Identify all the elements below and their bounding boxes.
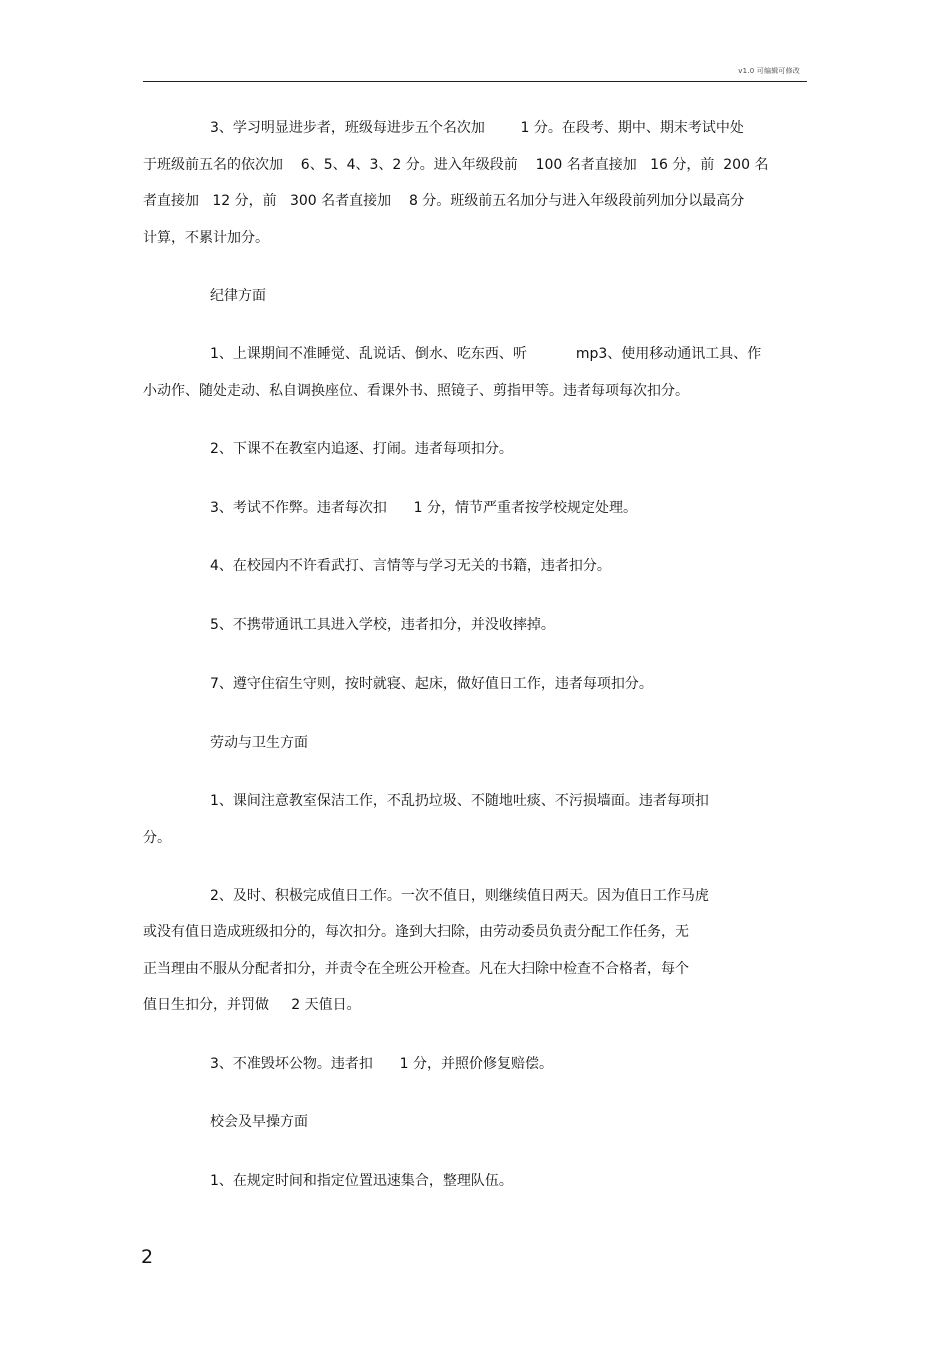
header-rule bbox=[143, 81, 807, 82]
paragraph-line: 2、下课不在教室内追逐、打闹。违者每项扣分。 bbox=[210, 441, 513, 457]
paragraph-line: 4、在校园内不许看武打、言情等与学习无关的书籍，违者扣分。 bbox=[210, 558, 611, 574]
paragraph-line: 值日生扣分，并罚做 2 天值日。 bbox=[143, 997, 361, 1013]
section-heading-discipline: 纪律方面 bbox=[210, 288, 266, 304]
section-heading-assembly: 校会及早操方面 bbox=[210, 1114, 308, 1130]
paragraph-line: 小动作、随处走动、私自调换座位、看课外书、照镜子、剪指甲等。违者每项每次扣分。 bbox=[143, 383, 689, 399]
paragraph-line: 分。 bbox=[143, 830, 171, 846]
paragraph-line: 正当理由不服从分配者扣分，并责令在全班公开检查。凡在大扫除中检查不合格者，每个 bbox=[143, 961, 689, 977]
section-heading-labor: 劳动与卫生方面 bbox=[210, 735, 308, 751]
header-note: v1.0 可编辑可修改 bbox=[738, 67, 800, 75]
paragraph-line: 或没有值日造成班级扣分的，每次扣分。逢到大扫除，由劳动委员负责分配工作任务，无 bbox=[143, 924, 689, 940]
paragraph-line: 7、遵守住宿生守则，按时就寝、起床，做好值日工作，违者每项扣分。 bbox=[210, 676, 653, 692]
paragraph-line: 3、考试不作弊。违者每次扣 1 分，情节严重者按学校规定处理。 bbox=[210, 500, 637, 516]
paragraph-line: 1、在规定时间和指定位置迅速集合，整理队伍。 bbox=[210, 1173, 513, 1189]
paragraph-line: 者直接加 12 分，前 300 名者直接加 8 分。班级前五名加分与进入年级段前列加分以最高分 bbox=[143, 193, 745, 209]
paragraph-line: 计算，不累计加分。 bbox=[143, 230, 269, 246]
paragraph-line: 5、不携带通讯工具进入学校，违者扣分，并没收摔掉。 bbox=[210, 617, 555, 633]
paragraph-line: 1、课间注意教室保洁工作，不乱扔垃圾、不随地吐痰、不污损墙面。违者每项扣 bbox=[210, 793, 709, 809]
paragraph-line: 3、学习明显进步者，班级每进步五个名次加 1 分。在段考、期中、期末考试中处 bbox=[210, 120, 744, 136]
paragraph-line: 3、不准毁坏公物。违者扣 1 分，并照价修复赔偿。 bbox=[210, 1056, 553, 1072]
page-number: 2 bbox=[141, 1246, 154, 1268]
paragraph-line: 于班级前五名的依次加 6、5、4、3、2 分。进入年级段前 100 名者直接加 16 分，前 200 名 bbox=[143, 157, 769, 173]
paragraph-line: 2、及时、积极完成值日工作。一次不值日，则继续值日两天。因为值日工作马虎 bbox=[210, 888, 709, 904]
paragraph-line: 1、上课期间不准睡觉、乱说话、倒水、吃东西、听 mp3、使用移动通讯工具、作 bbox=[210, 346, 762, 362]
